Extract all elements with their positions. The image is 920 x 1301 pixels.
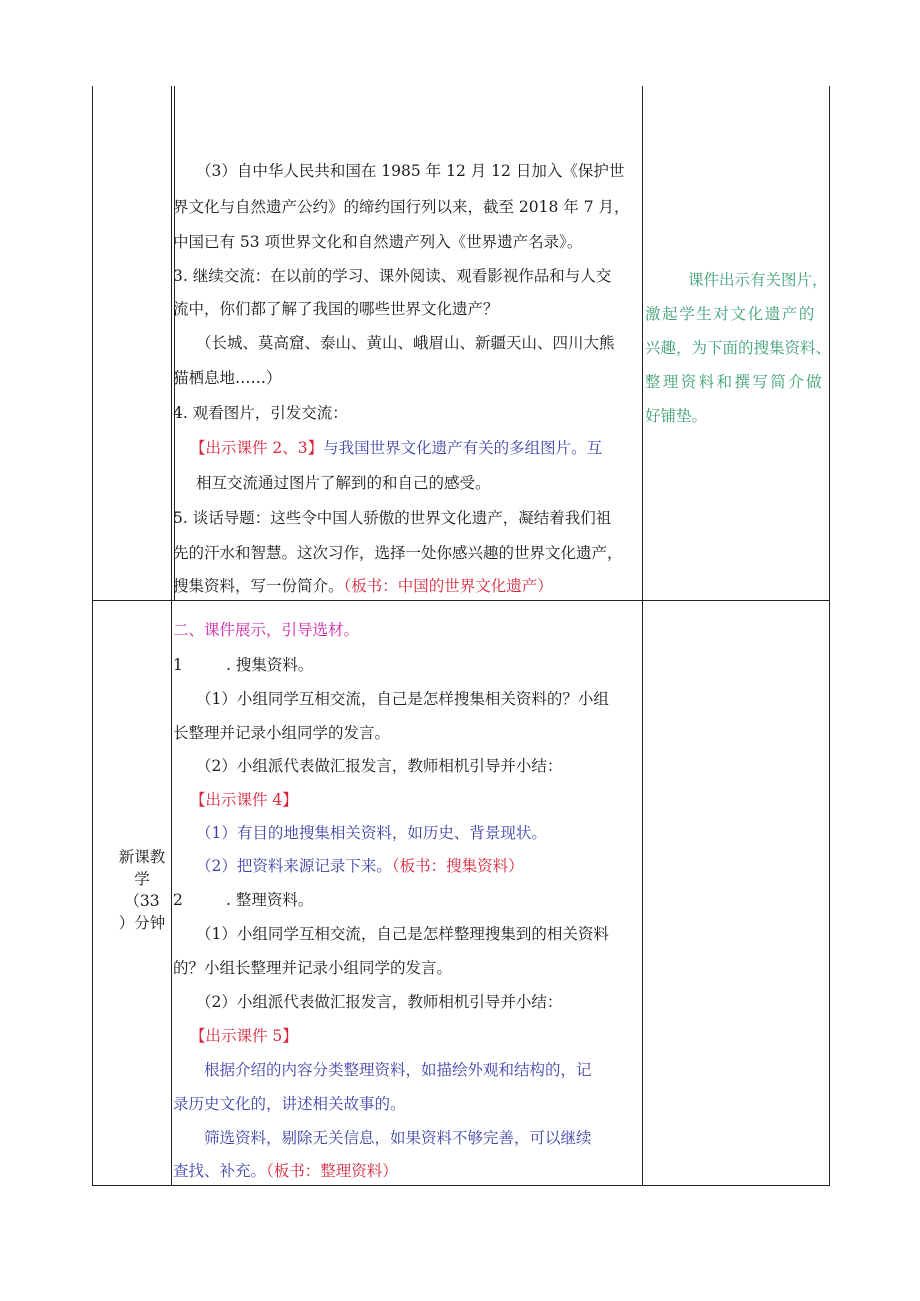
section-label-line-3: （33 [124,892,160,910]
item-2-number: 2 [173,891,183,909]
upper-line-12-wrap [173,576,553,596]
upper-line-1: （3）自中华人民共和国在 1985 年 12 月 12 日加入《保护世 [196,162,625,180]
section-label-line-2: 学 [134,870,150,888]
upper-line-10: 5. 谈话导题：这些令中国人骄傲的世界文化遗产，凝结着我们祖 [173,509,612,527]
table-divider-col1 [171,86,172,1186]
courseware-4-point-2-wrap [196,856,524,876]
upper-line-8: 4. 观看图片，引发交流： [173,404,348,422]
table-border-bottom [92,1185,830,1186]
upper-line-11: 先的汗水和智慧。这次习作，选择一处你感兴趣的世界文化遗产， [173,544,623,562]
upper-line-9: 相互交流通过图片了解到的和自己的感受。 [196,474,491,492]
section-label-line-4: ）分钟 [118,914,166,932]
board-note-3: （板书：整理资料） [266,1162,398,1180]
upper-line-6: （长城、莫高窟、泰山、黄山、峨眉山、新疆天山、四川大熊 [196,334,615,352]
item-1-para-1b: 长整理并记录小组同学的发言。 [173,724,391,742]
table-divider-col2 [642,86,643,1186]
upper-line-7: 猫栖息地……） [173,369,282,387]
item-2-para-1b: 的？小组长整理并记录小组同学的发言。 [173,959,453,977]
note-line-4: 整理资料和撰写简介做 [645,373,825,391]
note-line-3: 兴趣，为下面的搜集资料、 [645,339,832,357]
courseware-2-3-line [190,438,602,458]
upper-line-3: 中国已有 53 项世界文化和自然遗产列入《世界遗产名录》。 [173,233,583,251]
courseware-5-tag: 【出示课件 5】 [190,1027,298,1045]
section-heading: 二、课件展示，引导选材。 [173,621,360,639]
section-label [112,846,172,934]
courseware-5-para-2b-wrap [173,1161,398,1181]
courseware-2-3-tag: 【出示课件 2、3】 [190,439,324,457]
item-1-para-2: （2）小组派代表做汇报发言，教师相机引导并小结： [196,757,563,775]
item-2-para-1a: （1）小组同学互相交流，自己是怎样整理搜集到的相关资料 [196,925,609,943]
courseware-4-tag: 【出示课件 4】 [190,791,298,809]
table-border-right [829,86,830,1186]
courseware-2-3-text: 与我国世界文化遗产有关的多组图片。互 [323,439,603,457]
item-1-number: 1 [173,656,183,674]
table-row-divider [92,600,830,601]
courseware-5-para-1b: 录历史文化的，讲述相关故事的。 [173,1095,406,1113]
item-1-text: . 搜集资料。 [226,656,314,674]
upper-line-12: 搜集资料，写一份简介。 [173,577,344,595]
upper-line-4: 3. 继续交流：在以前的学习、课外阅读、观看影视作品和与人交 [173,267,612,285]
note-line-1: 课件出示有关图片， [688,271,828,289]
courseware-4-point-2: （2）把资料来源记录下来。 [196,857,392,875]
courseware-5-para-1a: 根据介绍的内容分类整理资料，如描绘外观和结构的，记 [204,1061,592,1079]
upper-line-2: 界文化与自然遗产公约》的缔约国行列以来，截至 2018 年 7 月， [173,198,630,216]
board-note-2: （板书：搜集资料） [391,857,524,875]
courseware-5-para-2b: 查找、补充。 [173,1162,267,1180]
table-border-left [92,86,93,1186]
note-line-5: 好铺垫。 [645,407,708,425]
note-line-2: 激起学生对文化遗产的 [645,305,817,323]
item-2-para-2: （2）小组派代表做汇报发言，教师相机引导并小结： [196,993,563,1011]
upper-line-5: 流中，你们都了解了我国的哪些世界文化遗产？ [173,300,499,318]
courseware-4-point-1: （1）有目的地搜集相关资料，如历史、背景现状。 [196,824,547,842]
courseware-5-para-2a: 筛选资料，剔除无关信息，如果资料不够完善，可以继续 [204,1129,592,1147]
section-label-line-1: 新课教 [118,848,166,866]
board-note-1: （板书：中国的世界文化遗产） [343,577,553,595]
item-2-text: . 整理资料。 [226,891,314,909]
item-1-para-1a: （1）小组同学互相交流，自己是怎样搜集相关资料的？小组 [196,690,609,708]
